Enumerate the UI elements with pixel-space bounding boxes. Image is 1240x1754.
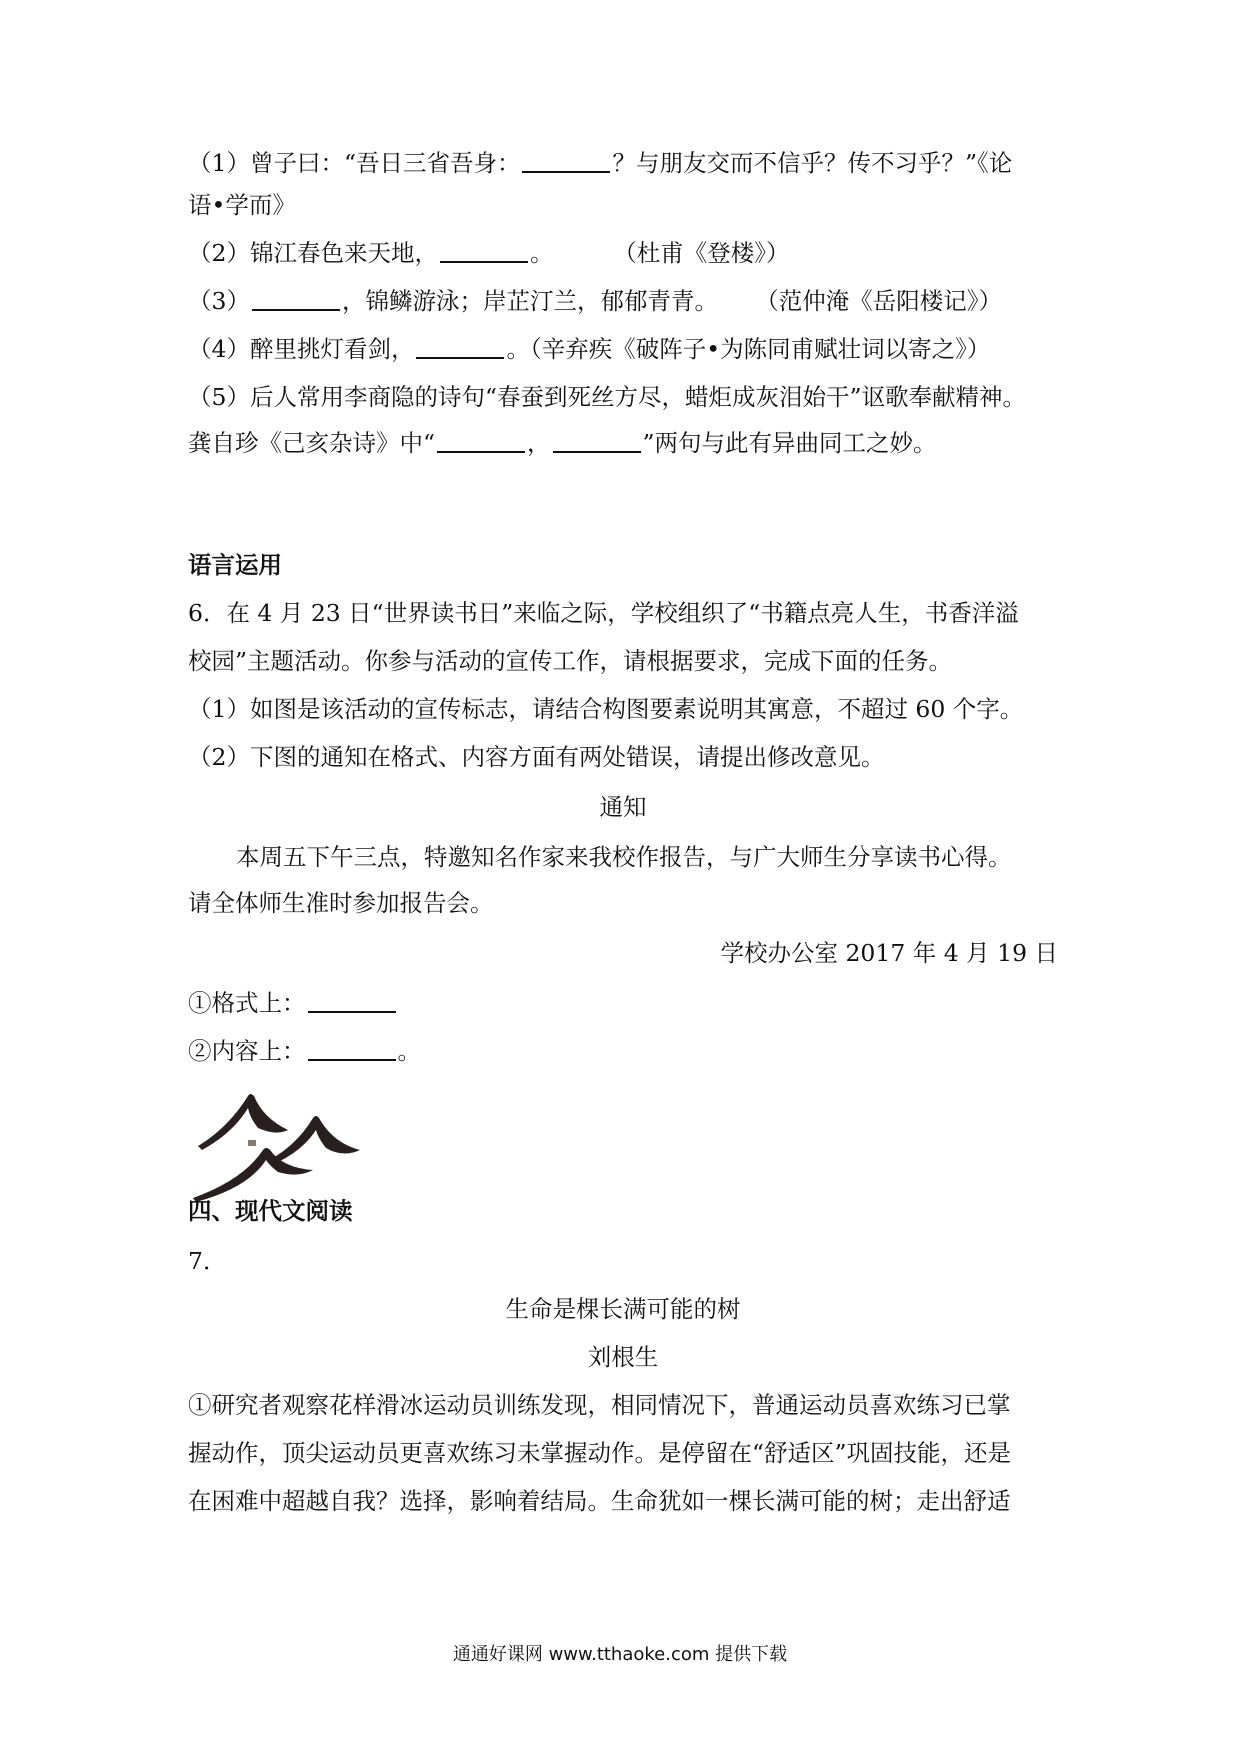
- q4-line: （4）醉里挑灯看剑， 。（辛弃疾《破阵子•为陈同甫赋壮词以寄之》）: [188, 335, 991, 363]
- q1-line1: （1）曾子曰：“吾日三省吾身： ？与朋友交而不信乎？传不习乎？”《论: [188, 149, 1013, 177]
- paragraph-line: 握动作，顶尖运动员更喜欢练习未掌握动作。是停留在“舒适区”巩固技能，还是: [188, 1439, 1012, 1467]
- q5-line2: 龚自珍《己亥杂诗》中“ ， ”两句与此有异曲同工之妙。: [188, 429, 937, 457]
- q2-line: （2）锦江春色来天地， 。 （杜甫《登楼》）: [188, 239, 790, 267]
- notice-signature: 学校办公室 2017 年 4 月 19 日: [720, 939, 1058, 967]
- section-heading-language: 语言运用: [188, 551, 282, 579]
- article-title: 生命是棵长满可能的树: [505, 1295, 741, 1323]
- paragraph-line: 在困难中超越自我？选择，影响着结局。生命犹如一棵长满可能的树；走出舒适: [188, 1487, 1011, 1515]
- article-author: 刘根生: [587, 1343, 659, 1371]
- answer-blank[interactable]: [308, 1037, 396, 1061]
- answer-blank[interactable]: [416, 335, 504, 359]
- q6-task2: （2）下图的通知在格式、内容方面有两处错误，请提出修改意见。: [188, 743, 885, 771]
- notice-body-line2: 请全体师生准时参加报告会。: [188, 889, 494, 917]
- book-logo-icon: [188, 1088, 363, 1208]
- q3-line: （3） ，锦鳞游泳；岸芷汀兰，郁郁青青。 （范仲淹《岳阳楼记》）: [188, 287, 1003, 315]
- paragraph-line: ①研究者观察花样滑冰运动员训练发现，相同情况下，普通运动员喜欢练习已掌: [188, 1391, 1011, 1419]
- q6-task1: （1）如图是该活动的宣传标志，请结合构图要素说明其寓意，不超过 60 个字。: [188, 695, 1024, 723]
- answer-blank[interactable]: [440, 239, 528, 263]
- q5-line1: （5）后人常用李商隐的诗句“春蚕到死丝方尽，蜡炬成灰泪始干”讴歌奉献精神。: [188, 383, 1026, 411]
- answer-blank[interactable]: [252, 287, 340, 311]
- answer-blank[interactable]: [437, 429, 525, 453]
- answer-blank[interactable]: [553, 429, 641, 453]
- q1-line2: 语•学而》: [188, 191, 296, 219]
- answer-blank[interactable]: [522, 149, 610, 173]
- q6-line2: 校园”主题活动。你参与活动的宣传工作，请根据要求，完成下面的任务。: [188, 647, 953, 675]
- answer-format-line: ①格式上：: [188, 986, 1058, 1020]
- answer-blank[interactable]: [308, 989, 396, 1013]
- q7-label: 7．: [188, 1247, 227, 1275]
- notice-body-line1: 本周五下午三点，特邀知名作家来我校作报告，与广大师生分享读书心得。: [236, 843, 1012, 871]
- q6-line1: 6．在 4 月 23 日“世界读书日”来临之际，学校组织了“书籍点亮人生，书香洋溢: [188, 599, 1019, 627]
- page-footer: 通通好课网 www.tthaoke.com 提供下载: [452, 1644, 788, 1665]
- section-heading-reading: 四、现代文阅读: [188, 1197, 353, 1225]
- answer-content-line: ②内容上： 。: [188, 1037, 421, 1065]
- notice-title: 通知: [599, 793, 647, 821]
